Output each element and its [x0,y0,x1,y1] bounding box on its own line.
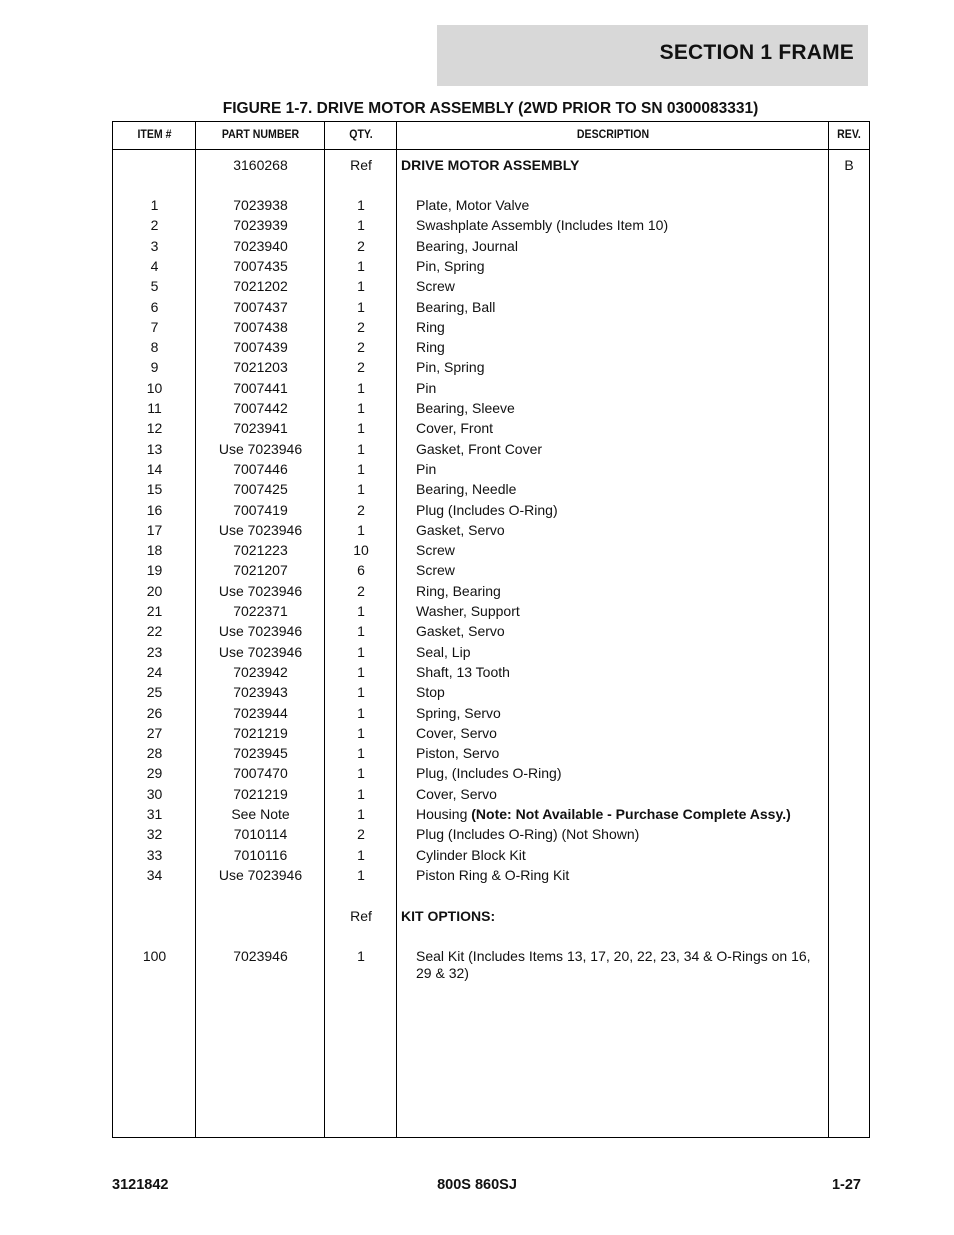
description: Cylinder Block Kit [416,846,526,863]
quantity: 1 [357,765,365,782]
part-number: 7021219 [233,724,288,741]
description: Bearing, Journal [416,237,518,254]
part-number: 7007439 [233,339,288,356]
part-number: 7023940 [233,237,288,254]
part-number: 7007435 [233,257,288,274]
item-number: 23 [146,643,163,660]
description: Seal Kit (Includes Items 13, 17, 20, 22, 23, 34 & O-Rings on 16, 29 & 32) [416,947,811,981]
quantity: 1 [357,785,365,802]
part-number: 7022371 [233,603,288,619]
part-number: 7023939 [233,217,288,234]
item-number: 2 [150,217,159,234]
part-number: 7021203 [233,359,288,376]
quantity: 2 [357,826,365,843]
description: Plug, (Includes O-Ring) [416,765,562,782]
quantity: 1 [357,643,365,660]
revision: B [844,157,854,173]
description: Gasket, Servo [416,521,505,538]
description-note: (Note: Not Available - Purchase Complete Assy.) [471,806,791,822]
section-title: SECTION 1 FRAME [659,41,854,64]
description: Stop [416,684,445,701]
quantity: 1 [357,663,365,680]
part-number: Use 7023946 [218,582,303,599]
part-number: 7023944 [233,704,288,721]
description [416,806,816,823]
item-number: 5 [150,278,159,295]
item-number: 12 [146,420,163,437]
description: Spring, Servo [416,704,501,721]
quantity: 1 [357,724,365,741]
section-header-box [437,25,868,86]
part-number: 7023943 [233,684,288,701]
quantity: 1 [357,684,365,701]
description: Gasket, Front Cover [416,440,543,457]
description: Pin [416,379,437,396]
item-number: 11 [147,400,162,416]
part-number: 7023941 [233,420,288,437]
item-number: 29 [146,765,163,782]
item-number: 6 [150,298,159,315]
item-number: 25 [146,684,163,701]
item-number: 3 [150,237,159,254]
header-description: DESCRIPTION [576,127,650,141]
item-number: 14 [146,460,163,477]
description: Plug (Includes O-Ring) (Not Shown) [416,826,640,843]
item-number: 17 [146,521,163,538]
quantity: 1 [357,197,365,213]
description: Pin [416,460,437,477]
quantity: Ref [350,907,372,924]
quantity: 1 [357,806,365,822]
description: Piston Ring & O-Ring Kit [416,866,570,883]
description: Cover, Servo [416,724,497,741]
quantity: 10 [353,542,369,559]
header-part-number: PART NUMBER [221,127,300,141]
quantity: 2 [357,359,365,376]
part-number: 7007470 [233,765,288,782]
part-number: 7010116 [233,846,288,863]
description: Pin, Spring [416,359,485,376]
description: Washer, Support [416,603,520,619]
part-number: Use 7023946 [218,521,303,538]
description: Screw [416,278,455,295]
item-number: 9 [150,359,159,376]
part-number: 7023946 [233,947,288,964]
description: Bearing, Ball [416,298,496,315]
description: Plug (Includes O-Ring) [416,501,558,518]
part-number: Use 7023946 [218,440,303,457]
item-number: 21 [146,603,163,619]
quantity: 1 [357,745,365,762]
quantity: 1 [357,521,365,538]
part-number: 7007442 [233,400,288,416]
item-number: 33 [146,846,163,863]
quantity: 1 [357,440,365,457]
quantity: 2 [357,582,365,599]
part-number: 7021219 [233,785,288,802]
description: Pin, Spring [416,257,485,274]
part-number: Use 7023946 [218,866,303,883]
part-number: 7021223 [233,542,288,559]
item-number: 4 [150,257,159,274]
table-header [113,122,869,150]
quantity: 1 [357,846,365,863]
figure-title: FIGURE 1-7. DRIVE MOTOR ASSEMBLY (2WD PRIOR TO SN 0300083331) [222,100,759,117]
description: Ring, Bearing [416,582,501,599]
item-number: 26 [146,704,163,721]
quantity: 1 [357,603,365,619]
part-number: 7023945 [233,745,288,762]
description: Seal, Lip [416,643,471,660]
part-number: 7023938 [233,197,288,213]
quantity: 1 [357,217,365,234]
item-number: 31 [146,806,163,822]
part-number: Use 7023946 [218,623,303,640]
description: Swashplate Assembly (Includes Item 10) [416,217,669,234]
description: Screw [416,562,455,579]
footer-model: 800S 860SJ [437,1177,517,1193]
quantity: 1 [357,257,365,274]
description: Cover, Servo [416,785,497,802]
part-number: 7007441 [233,379,288,396]
column-divider [828,122,829,1137]
part-number: 7023942 [233,663,288,680]
quantity: 1 [357,866,365,883]
item-number: 18 [146,542,163,559]
quantity: 1 [357,420,365,437]
part-number: 7007438 [233,318,288,335]
part-number: 7010114 [233,826,288,843]
quantity: 1 [357,947,365,964]
description: Screw [416,542,455,559]
header-rev: REV. [837,127,861,141]
part-number: 7007425 [233,481,288,498]
part-number: 7007419 [233,501,288,518]
description: Bearing, Needle [416,481,517,498]
header-qty: QTY. [349,127,373,141]
description: Cover, Front [416,420,494,437]
item-number: 30 [146,785,163,802]
item-number: 28 [146,745,163,762]
description-heading: DRIVE MOTOR ASSEMBLY [401,157,580,173]
quantity: 2 [357,318,365,335]
quantity: 1 [357,460,365,477]
quantity: 1 [357,704,365,721]
quantity: 1 [357,278,365,295]
footer-doc-number: 3121842 [112,1177,169,1193]
description: Ring [416,339,445,356]
quantity: Ref [350,157,372,173]
quantity: 1 [357,400,365,416]
item-number: 16 [146,501,163,518]
parts-table [112,121,870,1138]
description: Ring [416,318,445,335]
quantity: 1 [357,298,365,315]
footer-page-number: 1-27 [831,1177,861,1193]
item-number: 27 [146,724,163,741]
item-number: 8 [150,339,159,356]
part-number: 7021202 [233,278,288,295]
description-heading: KIT OPTIONS: [401,907,496,924]
part-number: 7021207 [233,562,288,579]
quantity: 1 [357,623,365,640]
item-number: 34 [146,866,163,883]
part-number: Use 7023946 [218,643,303,660]
item-number: 1 [150,197,159,213]
part-number: See Note [231,806,290,822]
header-item: ITEM # [137,127,172,141]
quantity: 6 [357,562,365,579]
description: Piston, Servo [416,745,500,762]
quantity: 1 [357,481,365,498]
part-number: 3160268 [233,157,288,173]
quantity: 2 [357,501,365,518]
item-number: 7 [150,318,159,335]
quantity: 2 [357,339,365,356]
part-number: 7007437 [233,298,288,315]
item-number: 32 [146,826,163,843]
item-number: 10 [146,379,163,396]
item-number: 20 [146,582,163,599]
description: Shaft, 13 Tooth [416,663,510,680]
item-number: 100 [142,947,167,964]
item-number: 13 [146,440,163,457]
quantity: 1 [357,379,365,396]
description: Plate, Motor Valve [416,197,530,213]
item-number: 22 [146,623,163,640]
item-number: 19 [146,562,163,579]
description: Gasket, Servo [416,623,505,640]
part-number: 7007446 [233,460,288,477]
description: Bearing, Sleeve [416,400,515,416]
quantity: 2 [357,237,365,254]
description-text: Housing [416,806,468,822]
item-number: 24 [146,663,163,680]
item-number: 15 [146,481,163,498]
